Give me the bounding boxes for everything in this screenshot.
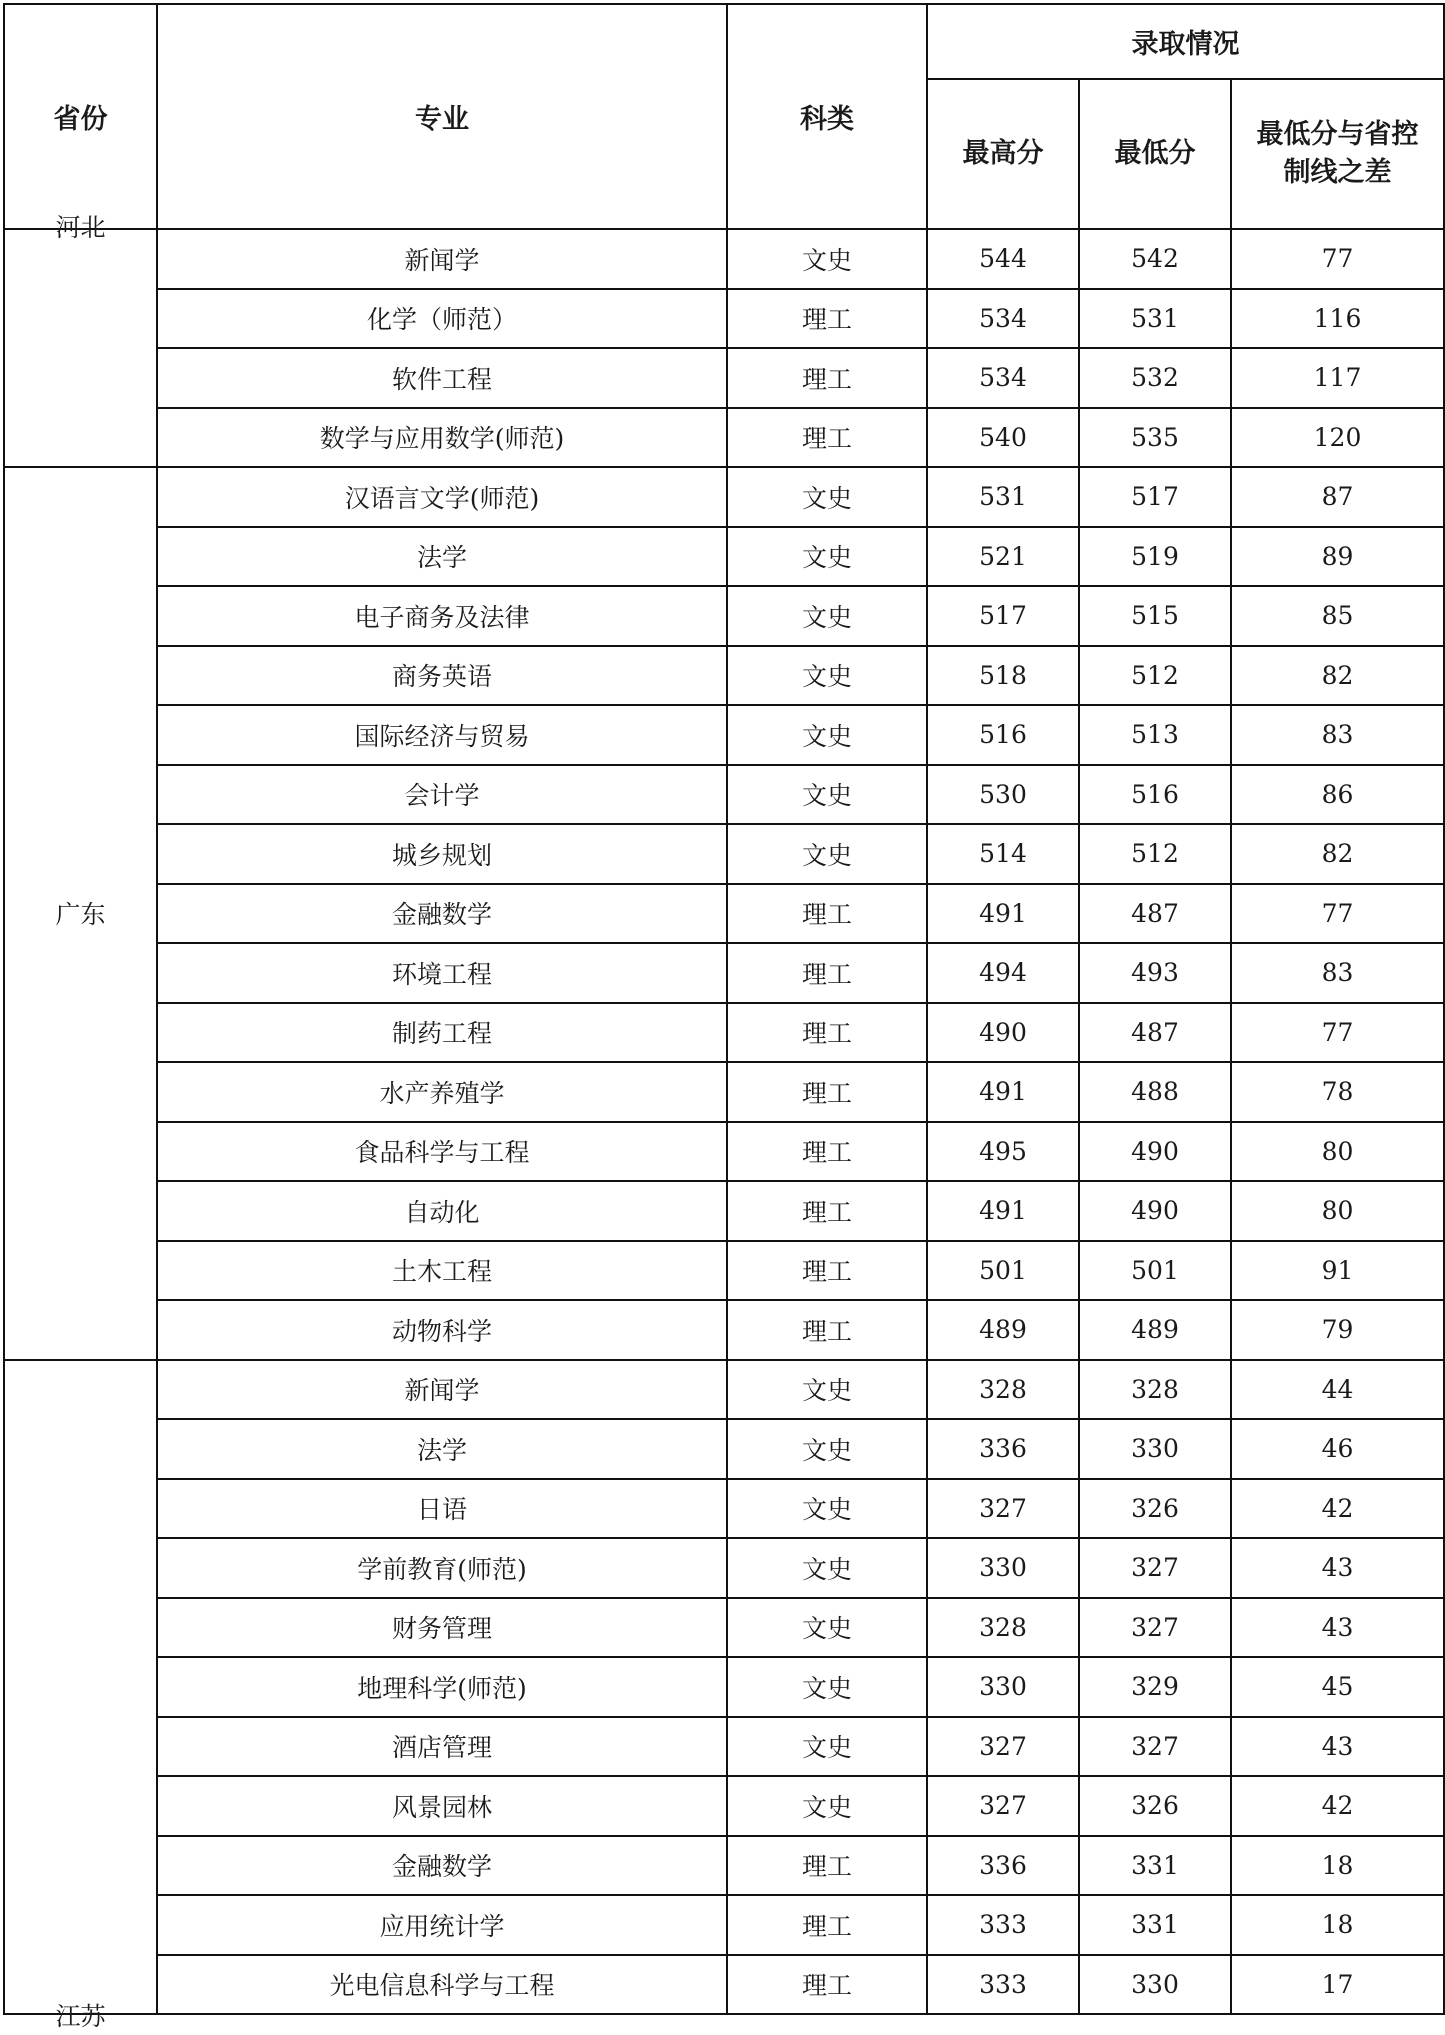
min-score-cell: 517: [1079, 467, 1231, 527]
table-row: [4, 1003, 1444, 1063]
table-row: [4, 1717, 1444, 1777]
table-row: [4, 884, 1444, 944]
table-row: [4, 1479, 1444, 1539]
table-row: [4, 705, 1444, 765]
table-row: [4, 586, 1444, 646]
min-score-cell: 329: [1079, 1657, 1231, 1717]
table-row: [4, 1300, 1444, 1360]
score-diff-cell: 91: [1231, 1241, 1444, 1301]
score-diff-cell: 89: [1231, 527, 1444, 587]
min-score-cell: 327: [1079, 1538, 1231, 1598]
score-diff-cell: 85: [1231, 586, 1444, 646]
min-score-cell: 501: [1079, 1241, 1231, 1301]
max-score-cell: 530: [927, 765, 1079, 825]
category-cell: 理工: [727, 1241, 927, 1301]
category-cell: 文史: [727, 467, 927, 527]
score-diff-cell: 18: [1231, 1895, 1444, 1955]
table-row: [4, 1657, 1444, 1717]
max-score-cell: 521: [927, 527, 1079, 587]
category-cell: 文史: [727, 765, 927, 825]
min-score-cell: 326: [1079, 1776, 1231, 1836]
header-category: 科类: [727, 4, 927, 229]
header-max-score: 最高分: [927, 79, 1079, 229]
major-cell: 国际经济与贸易: [157, 705, 727, 765]
min-score-cell: 490: [1079, 1181, 1231, 1241]
major-cell: 动物科学: [157, 1300, 727, 1360]
max-score-cell: 327: [927, 1479, 1079, 1539]
max-score-cell: 489: [927, 1300, 1079, 1360]
category-cell: 文史: [727, 1776, 927, 1836]
major-cell: 金融数学: [157, 884, 727, 944]
table-row: [4, 1419, 1444, 1479]
score-diff-cell: 77: [1231, 1003, 1444, 1063]
max-score-cell: 501: [927, 1241, 1079, 1301]
header-admission-group: 录取情况: [927, 4, 1444, 79]
table-body: [4, 213, 1444, 2031]
max-score-cell: 518: [927, 646, 1079, 706]
major-cell: 日语: [157, 1479, 727, 1539]
major-cell: 光电信息科学与工程: [157, 1955, 727, 2015]
table-row: [4, 289, 1444, 349]
category-cell: 理工: [727, 1062, 927, 1122]
table-row: [4, 1598, 1444, 1658]
max-score-cell: 328: [927, 1598, 1079, 1658]
province-cell: [4, 467, 157, 1360]
category-cell: 文史: [727, 1657, 927, 1717]
header-min-score: 最低分: [1079, 79, 1231, 229]
score-diff-cell: 18: [1231, 1836, 1444, 1896]
province-cell: [4, 1360, 157, 2031]
province-cell: [4, 213, 157, 467]
score-diff-cell: 78: [1231, 1062, 1444, 1122]
category-cell: 文史: [727, 646, 927, 706]
max-score-cell: 491: [927, 1181, 1079, 1241]
table-row: [4, 824, 1444, 884]
score-diff-cell: 117: [1231, 348, 1444, 408]
score-diff-cell: 77: [1231, 884, 1444, 944]
table-row: [4, 1836, 1444, 1896]
major-cell: 城乡规划: [157, 824, 727, 884]
category-cell: 理工: [727, 1122, 927, 1182]
category-cell: 理工: [727, 1181, 927, 1241]
header-score-diff: [1231, 79, 1444, 229]
score-diff-cell: 45: [1231, 1657, 1444, 1717]
min-score-cell: 331: [1079, 1895, 1231, 1955]
table-row: [4, 1776, 1444, 1836]
table-row: [4, 646, 1444, 706]
min-score-cell: 489: [1079, 1300, 1231, 1360]
max-score-cell: 534: [927, 289, 1079, 349]
major-cell: 财务管理: [157, 1598, 727, 1658]
major-cell: 酒店管理: [157, 1717, 727, 1777]
score-diff-cell: 80: [1231, 1122, 1444, 1182]
major-cell: 电子商务及法律: [157, 586, 727, 646]
category-cell: 文史: [727, 1598, 927, 1658]
min-score-cell: 493: [1079, 943, 1231, 1003]
max-score-cell: 490: [927, 1003, 1079, 1063]
min-score-cell: 535: [1079, 408, 1231, 468]
score-diff-cell: 83: [1231, 705, 1444, 765]
category-cell: 理工: [727, 1300, 927, 1360]
score-diff-cell: 77: [1231, 229, 1444, 289]
major-cell: 法学: [157, 1419, 727, 1479]
category-cell: 文史: [727, 705, 927, 765]
header-province: 省份: [4, 4, 157, 229]
min-score-cell: 326: [1079, 1479, 1231, 1539]
major-cell: 食品科学与工程: [157, 1122, 727, 1182]
major-cell: 法学: [157, 527, 727, 587]
min-score-cell: 512: [1079, 824, 1231, 884]
category-cell: 文史: [727, 1717, 927, 1777]
major-cell: 软件工程: [157, 348, 727, 408]
major-cell: 会计学: [157, 765, 727, 825]
min-score-cell: 488: [1079, 1062, 1231, 1122]
header-score-diff-line2: 制线之差: [1283, 157, 1392, 188]
category-cell: 理工: [727, 1955, 927, 2015]
min-score-cell: 327: [1079, 1717, 1231, 1777]
score-diff-cell: 42: [1231, 1776, 1444, 1836]
major-cell: 应用统计学: [157, 1895, 727, 1955]
min-score-cell: 515: [1079, 586, 1231, 646]
min-score-cell: 327: [1079, 1598, 1231, 1658]
major-cell: 水产养殖学: [157, 1062, 727, 1122]
major-cell: 土木工程: [157, 1241, 727, 1301]
province-label: 江苏: [55, 2002, 106, 2031]
table-row: [4, 1241, 1444, 1301]
score-diff-cell: 79: [1231, 1300, 1444, 1360]
min-score-cell: 490: [1079, 1122, 1231, 1182]
table-row: [4, 1955, 1444, 2015]
table-header: [4, 4, 1444, 229]
max-score-cell: 327: [927, 1717, 1079, 1777]
table-row: [4, 1538, 1444, 1598]
min-score-cell: 487: [1079, 884, 1231, 944]
min-score-cell: 487: [1079, 1003, 1231, 1063]
admission-scores-table: [3, 3, 1445, 2031]
max-score-cell: 544: [927, 229, 1079, 289]
category-cell: 文史: [727, 824, 927, 884]
header-major: 专业: [157, 4, 727, 229]
major-cell: 商务英语: [157, 646, 727, 706]
max-score-cell: 531: [927, 467, 1079, 527]
major-cell: 风景园林: [157, 1776, 727, 1836]
table-row: [4, 527, 1444, 587]
category-cell: 文史: [727, 229, 927, 289]
table-row: [4, 1360, 1444, 1420]
score-diff-cell: 82: [1231, 646, 1444, 706]
score-diff-cell: 116: [1231, 289, 1444, 349]
category-cell: 理工: [727, 348, 927, 408]
max-score-cell: 336: [927, 1836, 1079, 1896]
major-cell: 汉语言文学(师范): [157, 467, 727, 527]
table-row: [4, 229, 1444, 289]
max-score-cell: 495: [927, 1122, 1079, 1182]
major-cell: 制药工程: [157, 1003, 727, 1063]
min-score-cell: 331: [1079, 1836, 1231, 1896]
category-cell: 理工: [727, 1003, 927, 1063]
max-score-cell: 514: [927, 824, 1079, 884]
max-score-cell: 540: [927, 408, 1079, 468]
score-diff-cell: 43: [1231, 1717, 1444, 1777]
score-diff-cell: 43: [1231, 1538, 1444, 1598]
category-cell: 文史: [727, 1360, 927, 1420]
max-score-cell: 517: [927, 586, 1079, 646]
min-score-cell: 330: [1079, 1955, 1231, 2015]
max-score-cell: 328: [927, 1360, 1079, 1420]
min-score-cell: 532: [1079, 348, 1231, 408]
category-cell: 理工: [727, 289, 927, 349]
max-score-cell: 327: [927, 1776, 1079, 1836]
score-diff-cell: 82: [1231, 824, 1444, 884]
max-score-cell: 494: [927, 943, 1079, 1003]
score-diff-cell: 120: [1231, 408, 1444, 468]
major-cell: 新闻学: [157, 1360, 727, 1420]
category-cell: 文史: [727, 1419, 927, 1479]
major-cell: 自动化: [157, 1181, 727, 1241]
score-diff-cell: 80: [1231, 1181, 1444, 1241]
max-score-cell: 491: [927, 884, 1079, 944]
max-score-cell: 330: [927, 1538, 1079, 1598]
max-score-cell: 336: [927, 1419, 1079, 1479]
max-score-cell: 491: [927, 1062, 1079, 1122]
min-score-cell: 516: [1079, 765, 1231, 825]
score-diff-cell: 46: [1231, 1419, 1444, 1479]
min-score-cell: 512: [1079, 646, 1231, 706]
max-score-cell: 333: [927, 1955, 1079, 2015]
header-score-diff-line1: 最低分与省控: [1256, 119, 1419, 150]
max-score-cell: 516: [927, 705, 1079, 765]
major-cell: 地理科学(师范): [157, 1657, 727, 1717]
province-label: 河北: [55, 213, 106, 242]
province-label: 广东: [55, 900, 106, 930]
category-cell: 文史: [727, 1479, 927, 1539]
table-row: [4, 1122, 1444, 1182]
table-row: [4, 408, 1444, 468]
major-cell: 学前教育(师范): [157, 1538, 727, 1598]
max-score-cell: 333: [927, 1895, 1079, 1955]
max-score-cell: 330: [927, 1657, 1079, 1717]
score-diff-cell: 44: [1231, 1360, 1444, 1420]
category-cell: 理工: [727, 884, 927, 944]
score-diff-cell: 17: [1231, 1955, 1444, 2015]
table-row: [4, 943, 1444, 1003]
category-cell: 理工: [727, 408, 927, 468]
major-cell: 新闻学: [157, 229, 727, 289]
table-row: [4, 1181, 1444, 1241]
min-score-cell: 330: [1079, 1419, 1231, 1479]
category-cell: 文史: [727, 586, 927, 646]
min-score-cell: 519: [1079, 527, 1231, 587]
major-cell: 化学（师范）: [157, 289, 727, 349]
min-score-cell: 513: [1079, 705, 1231, 765]
min-score-cell: 531: [1079, 289, 1231, 349]
table-row: [4, 467, 1444, 527]
score-diff-cell: 43: [1231, 1598, 1444, 1658]
major-cell: 数学与应用数学(师范): [157, 408, 727, 468]
max-score-cell: 534: [927, 348, 1079, 408]
category-cell: 理工: [727, 1836, 927, 1896]
min-score-cell: 328: [1079, 1360, 1231, 1420]
table-row: [4, 1062, 1444, 1122]
score-diff-cell: 87: [1231, 467, 1444, 527]
score-diff-cell: 42: [1231, 1479, 1444, 1539]
major-cell: 环境工程: [157, 943, 727, 1003]
min-score-cell: 542: [1079, 229, 1231, 289]
table-row: [4, 765, 1444, 825]
table-row: [4, 1895, 1444, 1955]
category-cell: 理工: [727, 1895, 927, 1955]
score-diff-cell: 86: [1231, 765, 1444, 825]
category-cell: 文史: [727, 527, 927, 587]
category-cell: 文史: [727, 1538, 927, 1598]
table-row: [4, 348, 1444, 408]
score-diff-cell: 83: [1231, 943, 1444, 1003]
major-cell: 金融数学: [157, 1836, 727, 1896]
category-cell: 理工: [727, 943, 927, 1003]
